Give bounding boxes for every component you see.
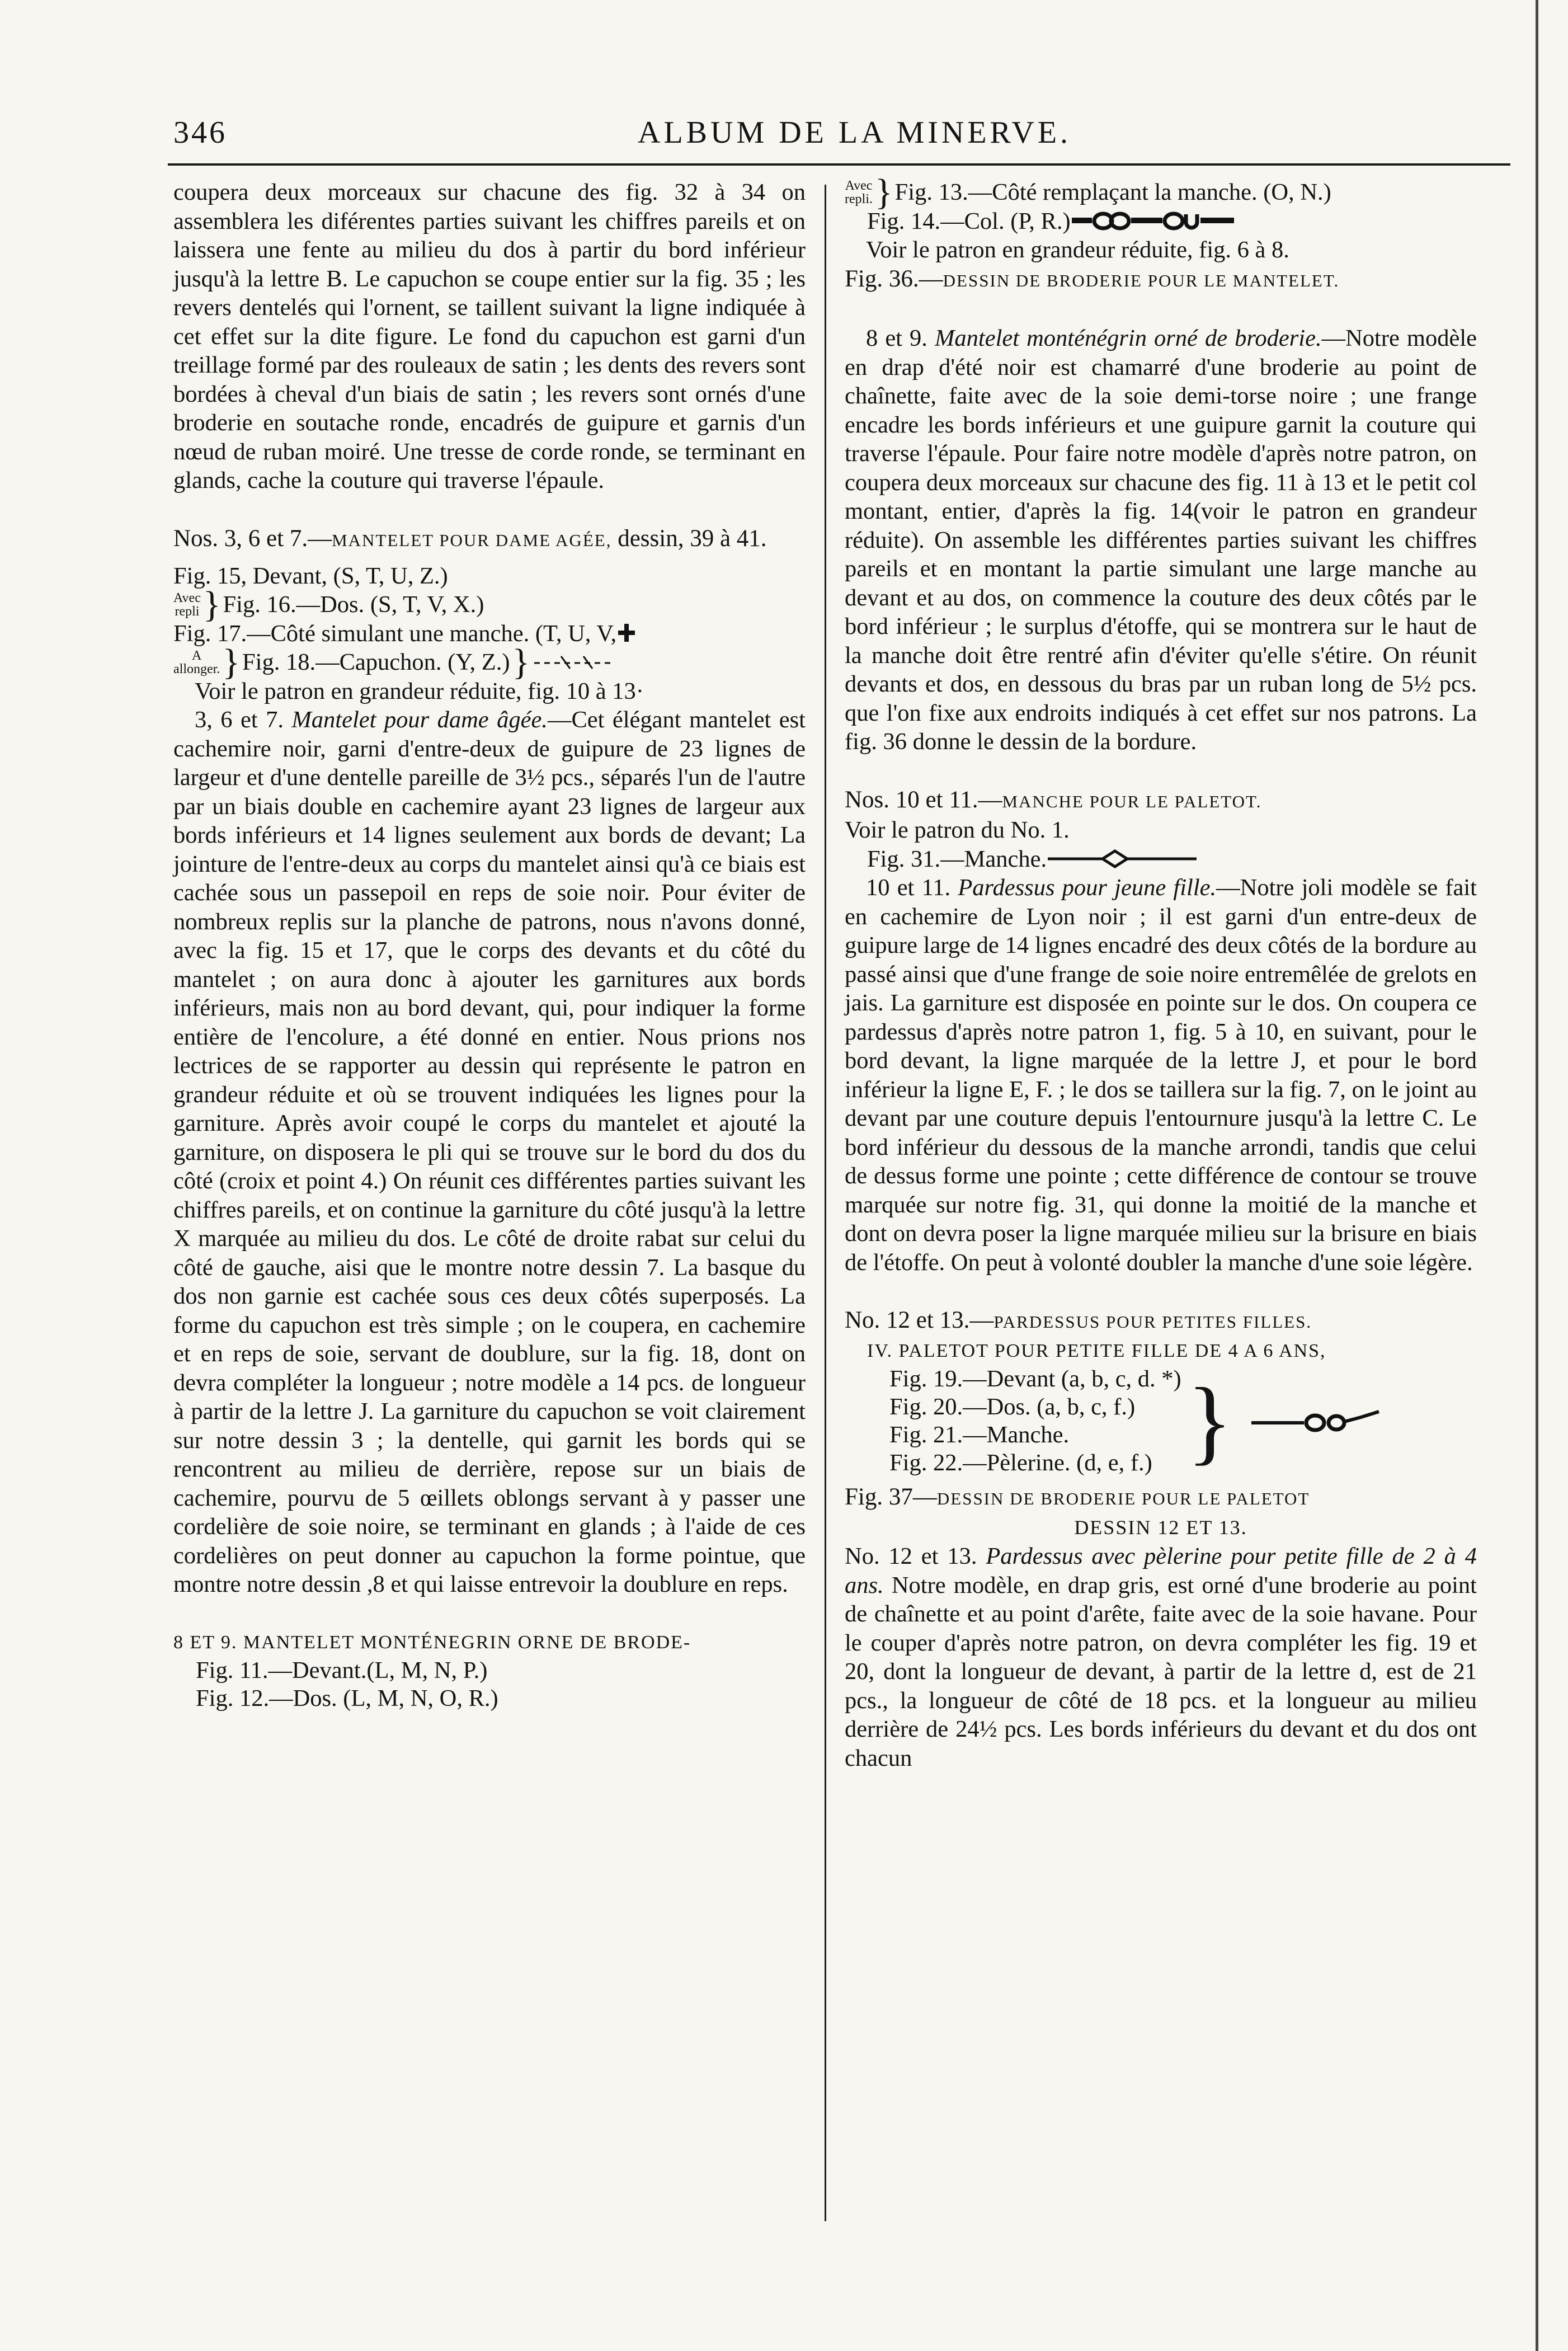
figure-line-21: Fig. 21.—Manche.: [889, 1422, 1070, 1448]
avec-repli-label: Avec repli.: [845, 178, 873, 206]
heading-caps: MANTELET POUR DAME AGÉE,: [332, 530, 612, 550]
section-heading-mantelet-dame: [173, 524, 806, 555]
figure-37-subcaption: DESSIN 12 ET 13.: [1074, 1516, 1247, 1539]
dashed-line-marker-icon: [532, 653, 616, 672]
figure-line-12: Fig. 12.—Dos. (L, M, N, O, R.): [196, 1685, 498, 1711]
figure-group-19-22: [845, 1365, 1477, 1477]
allonger-label: A allonger.: [173, 648, 220, 676]
figure-list: [845, 1365, 1181, 1477]
chain-marker-icon: [1071, 210, 1239, 232]
page-edge-shadow: [1536, 0, 1538, 2351]
loop-line-marker-icon: [1249, 1407, 1383, 1435]
figure-line-15: Fig. 15, Devant, (S, T, U, Z.): [173, 563, 448, 589]
section-heading-petites-filles: No. 12 et 13.—PARDESSUS POUR PETITES FILLES.: [845, 1307, 1312, 1333]
page-number: 346: [173, 115, 227, 150]
heading-tail: dessin, 39 à 41.: [611, 525, 767, 552]
figure-line-18: [173, 641, 806, 683]
figure-line-13: [845, 171, 1477, 213]
reference-line: Voir le patron du No. 1.: [845, 817, 1070, 843]
subheading-paletot: IV. PALETOT POUR PETITE FILLE DE 4 A 6 ANS,: [867, 1340, 1326, 1361]
figure-18-text: Fig. 18.—Capuchon. (Y, Z.): [242, 649, 510, 675]
figure-line-16: [173, 584, 806, 625]
column-separator: [825, 185, 826, 2221]
left-column: [173, 178, 806, 1713]
paragraph-montenegrin: 8 et 9. Mantelet monténégrin orné de broderie.—Notre modèle en drap d'été noir est chamarré d'une broderie au point de chaînette, faite avec de la soie demi-torse noire ; une frange encadre les bords inférieurs et une guipure garnit la couture qui traverse l'épaule. Pour faire notre modèle d'après notre patron, on coupera deux morceaux sur chacune des fig. 11 à 13 et le petit col montant, entier, d'après la fig. 14(voir le patron en grandeur réduite). On assemble les différentes parties suivant les chiffres pareils et en montant la partie simulant une large manche au devant et au dos, on commence la couture des deux côtés par le bord inférieur ; le surplus d'étoffe, qui se montrera sur le haut de la manche doit être rentré afin d'éviter qu'elle s'étire. On réunit devants et dos, en dessous du bras par un ruban long de 5½ pcs. que l'on fixe aux endroits indiqués à cet effet sur nos patrons. La fig. 36 donne le dessin de la bordure.: [845, 325, 1477, 755]
figure-13-text: Fig. 13.—Côté remplaçant la manche. (O, N.): [894, 179, 1331, 205]
reference-line: Voir le patron en grandeur réduite, fig. 6 à 8.: [866, 237, 1289, 263]
brace: }: [874, 171, 893, 213]
large-brace: }: [1186, 1369, 1233, 1474]
brace: }: [512, 641, 530, 683]
section-heading-montenegrin: 8 ET 9. MANTELET MONTÉNEGRIN ORNE DE BRODE-: [173, 1631, 691, 1653]
figure-line-17: [173, 619, 806, 648]
figure-line-20: Fig. 20.—Dos. (a, b, c, f.): [889, 1394, 1136, 1420]
heading-number: Nos. 3, 6 et 7.—: [173, 525, 332, 552]
brace: }: [203, 584, 221, 625]
right-column: [845, 171, 1477, 1772]
paragraph-capuchon: coupera deux morceaux sur chacune des fig. 32 à 34 on assemblera les diférentes parties suivant les chiffres pareils et on laissera une fente au milieu du dos à partir du bord inférieur jusqu'à la lettre B. Le capuchon se coupe entier sur la fig. 35 ; les revers dentelés qui l'ornent, se taillent suivant la ligne indiquée à cet effet sur la dite figure. Le fond du capuchon est garni d'un treillage formé par des rouleaux de satin ; les dents des revers sont bordées à cheval d'un biais de satin ; les revers sont ornés d'une broderie en soutache ronde, encadrés de guipure et garnis d'un nœud de ruban moiré. Une tresse de corde ronde, se terminant en glands, cache la couture qui traverse l'épaule.: [173, 179, 806, 493]
paragraph-pardessus-jeune-fille: 10 et 11. Pardessus pour jeune fille.—Notre joli modèle se fait en cachemire de Lyon noir ; il est garni d'un entre-deux de guipure large de 14 lignes encadré des deux côtés de la bordure au passé ainsi que d'une frange de soie noire entremêlée de grelots en jais. La garniture est disposée en pointe sur le dos. On coupera ce pardessus d'après notre patron 1, fig. 5 à 10, en suivant, pour le bord devant, la ligne marquée de la lettre J, et pour le bord inférieur la ligne E, F. ; le dos se taillera sur la fig. 7, on le joint au devant par une couture depuis l'entournure jusqu'à la lettre C. Le bord inférieur du dessous de la manche arrondi, tandis que celui de dessus forme une pointe ; cette différence de contour se trouve marquée sur notre fig. 31, qui donne la moitié de la manche et dont on devra poser la ligne marquée milieu sur la brisure en biais de l'étoffe. On peut à volonté doubler la manche d'une soie légère.: [845, 874, 1477, 1276]
paragraph-pardessus-pelerine: No. 12 et 13. Pardessus avec pèlerine pour petite fille de 2 à 4 ans. Notre modèle, en drap gris, est orné d'une broderie au point de chaînette et au point d'arête, faite avec de la soie havane. Pour le couper d'après notre patron, on devra compléter les fig. 19 et 20, dont la longueur de devant, à partir de la lettre d, est de 21 pcs., la longueur de côté de 18 pcs. et la longueur au milieu derrière de 24½ pcs. Les bords inférieurs du devant et du dos ont chacun: [845, 1543, 1477, 1771]
figure-17-text: Fig. 17.—Côté simulant une manche. (T, U, V,: [173, 620, 617, 647]
figure-line-14: [845, 207, 1477, 236]
figure-line-19: Fig. 19.—Devant (a, b, c, d. *): [889, 1366, 1181, 1392]
section-heading-manche: Nos. 10 et 11.—MANCHE POUR LE PALETOT.: [845, 786, 1262, 813]
diamond-line-marker-icon: [1047, 849, 1198, 869]
header-rule: [168, 163, 1510, 166]
paragraph-mantelet-dame: 3, 6 et 7. Mantelet pour dame âgée.—Cet élégant mantelet est cachemire noir, garni d'entre-deux de guipure de 23 lignes de largeur et d'une dentelle pareille de 3½ pcs., séparés l'un de l'autre par un biais double en cachemire ayant 23 lignes de largeur aux bords inférieurs et 14 lignes seulement aux bords de devant; La jointure de l'entre-deux au corps du mantelet ainsi qu'à ce biais est cachée sous un passepoil en reps de soie noir. Pour éviter de nombreux replis sur la planche de patrons, nous n'avons donné, avec la fig. 15 et 17, que le corps des devants et du côté du mantelet ; on aura donc à ajouter les garnitures aux bords inférieurs, mais non au bord devant, qui, pour indiquer la forme entière de l'encolure, a été donné en entier. Nous prions nos lectrices de se rapporter au dessin qui représente le patron en grandeur réduite et où se trouvent indiquées les lignes pour la garniture. Après avoir coupé le corps du mantelet et ajouté la garniture, on disposera le pli qui se trouve sur le bord du dos du côté (croix et point 4.) On réunit ces différentes parties suivant les chiffres pareils, et on continue la garniture du côté jusqu'à la lettre X marquée au milieu du dos. Le côté de droite rabat sur celui du côté de gauche, aisi que le montre notre dessin 7. La basque du dos non garnie est cachée sous ces deux côtés superposés. La forme du capuchon est très simple ; on le coupera, en cachemire et en reps de soie, servant de doublure, sur la fig. 18, dont on devra compléter la longueur ; notre modèle a 14 pcs. de longueur à partir de la lettre J. La garniture du capuchon se voit clairement sur notre dessin 3 ; la dentelle, qui garnit les bords qui se rencontrent au milieu de derrière, repose sur un biais de cachemire, pourvu de 5 œillets oblongs servant à y passer une cordelière de soie noire, se terminant en glands ; à l'aide de ces cordelières on peut donner au capuchon la forme pointue, que montre notre dessin ,8 et qui laisse entrevoir la doublure en reps.: [173, 707, 806, 1597]
journal-title: ALBUM DE LA MINERVE.: [638, 115, 1072, 150]
brace: }: [222, 641, 240, 683]
figure-line-31: [845, 845, 1477, 874]
cross-point-icon: [616, 622, 637, 645]
running-header: [173, 115, 1494, 154]
avec-repli-label: Avec repli: [173, 590, 201, 619]
figure-line-22: Fig. 22.—Pèlerine. (d, e, f.): [889, 1450, 1152, 1476]
figure-37-caption: Fig. 37—DESSIN DE BRODERIE POUR LE PALETOT: [845, 1484, 1310, 1510]
figure-14-text: Fig. 14.—Col. (P, R.): [867, 208, 1071, 234]
figure-16-text: Fig. 16.—Dos. (S, T, V, X.): [223, 591, 484, 618]
figure-31-text: Fig. 31.—Manche.: [867, 845, 1047, 872]
figure-line-11: Fig. 11.—Devant.(L, M, N, P.): [196, 1657, 488, 1684]
reference-line: Voir le patron en grandeur réduite, fig. 10 à 13·: [195, 678, 644, 704]
figure-36-caption: Fig. 36.—DESSIN DE BRODERIE POUR LE MANTELET.: [845, 265, 1340, 292]
